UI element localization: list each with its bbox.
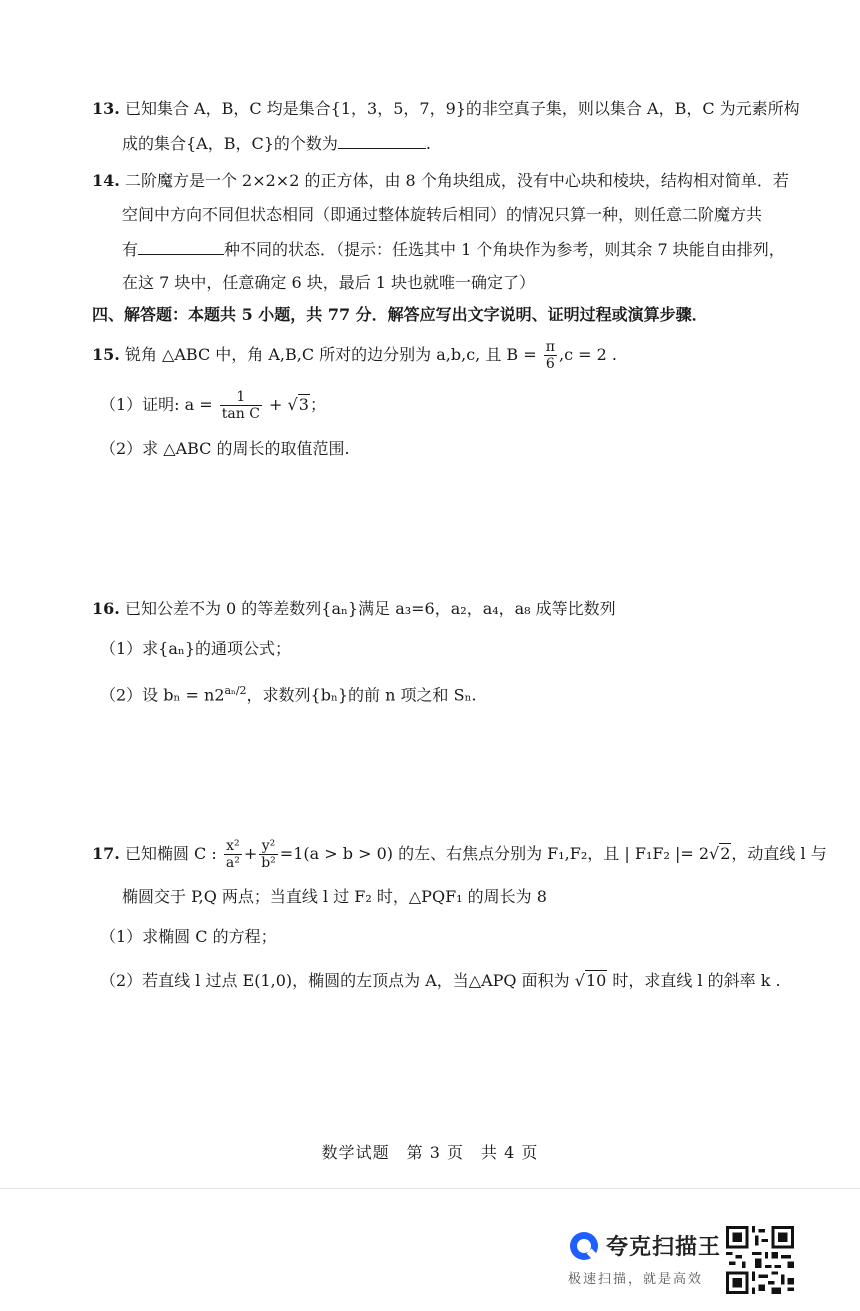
q17-ellipse-plus: + <box>243 844 258 863</box>
q17-stem-mid: =1(a > b > 0) 的左、右焦点分别为 F₁,F₂，且 | F₁F₂ |= 2 <box>279 844 710 863</box>
q17-stem-text-line2: 椭圆交于 P,Q 两点；当直线 l 过 F₂ 时，△PQF₁ 的周长为 8 <box>122 887 547 906</box>
q15-part1 <box>100 388 820 422</box>
q16-part1 <box>100 638 820 660</box>
q16-part2-exponent: aₙ/2 <box>224 684 247 697</box>
q17-ellipse-y-denominator: b² <box>261 855 276 871</box>
q17-ellipse-y-numerator: y² <box>259 838 278 855</box>
q17-ellipse-x-numerator: x² <box>224 838 242 855</box>
q15-stem <box>92 338 820 372</box>
q14-text-line3: 有 <box>122 240 139 259</box>
watermark-slogan: 极速扫描，就是高效 <box>568 1272 704 1287</box>
q17-ellipse-x-fraction <box>224 838 242 871</box>
q14-number: 14. <box>92 171 120 190</box>
q16-part1-text: （1）求{aₙ}的通项公式； <box>100 639 292 658</box>
q17-part2 <box>100 970 820 992</box>
scan-divider <box>0 1188 860 1189</box>
q17-part2-sqrt: √10 <box>574 971 607 990</box>
section4-heading-text: 四、解答题：本题共 5 小题，共 77 分．解答应写出文字说明、证明过程或演算步骤． <box>92 305 708 324</box>
q17-part2-radicand: 10 <box>585 971 607 990</box>
q17-stem-end: ，动直线 l 与 <box>731 844 827 863</box>
q15-part1-numerator: 1 <box>220 389 262 406</box>
q15-part1-denominator: tan C <box>221 406 260 422</box>
q17-part2-end: 时，求直线 l 的斜率 k . <box>612 971 781 990</box>
page-footer <box>0 1140 860 1163</box>
q17-stem-text: 已知椭圆 C : <box>124 844 217 863</box>
q17-ellipse-y-fraction <box>259 838 278 871</box>
q16-stem <box>92 598 820 620</box>
q17-stem-line2 <box>122 886 820 908</box>
q14-line3 <box>122 238 820 261</box>
q15-part1-sqrt: √3 <box>287 395 309 414</box>
scanner-watermark <box>568 1222 728 1292</box>
q17-stem-line1 <box>92 836 827 872</box>
q16-part2-end: ，求数列{bₙ}的前 n 项之和 Sₙ. <box>246 685 477 705</box>
q17-ellipse-x-denominator: a² <box>225 855 240 871</box>
quark-logo-icon <box>568 1230 600 1262</box>
page-footer-text: 数学试题 第 3 页 共 4 页 <box>321 1143 539 1162</box>
q14-line4 <box>122 272 820 294</box>
q13-text-line2: 成的集合{A，B，C}的个数为 <box>122 134 338 153</box>
q13-text-line2-end: . <box>425 134 432 153</box>
q16-part2 <box>100 678 820 708</box>
q15-stem-end: ,c = 2 . <box>558 345 617 364</box>
qr-code-icon <box>726 1226 794 1294</box>
q16-part2-text: （2）设 bₙ = n2 <box>100 685 225 705</box>
q15-part1-plus: + <box>269 395 283 414</box>
q15-part1-text: （1）证明: a = <box>100 395 213 414</box>
q15-angle-fraction <box>544 339 557 372</box>
q15-number: 15. <box>92 345 120 364</box>
q16-number: 16. <box>92 599 120 618</box>
q14-line2 <box>122 204 820 226</box>
section4-heading <box>92 304 820 326</box>
q13-text-line1: 已知集合 A，B，C 均是集合{1，3，5，7，9}的非空真子集，则以集合 A，B，C 为元素所构 <box>124 99 800 118</box>
q17-part1 <box>100 926 820 948</box>
watermark-name: 夸克扫描王 <box>606 1235 722 1260</box>
q15-part2 <box>100 438 820 460</box>
q13-number: 13. <box>92 99 120 118</box>
q14-text-line3-end: 种不同的状态．（提示：任选其中 1 个角块作为参考，则其余 7 块能自由排列， <box>224 240 785 259</box>
q15-stem-text: 锐角 △ABC 中，角 A,B,C 所对的边分别为 a,b,c, 且 B = <box>124 345 537 364</box>
q14-text-line4: 在这 7 块中，任意确定 6 块，最后 1 块也就唯一确定了） <box>122 273 536 292</box>
q17-number: 17. <box>92 844 120 863</box>
q14-text-line1: 二阶魔方是一个 2×2×2 的正方体，由 8 个角块组成，没有中心块和棱块，结构相对简单．若 <box>124 171 789 190</box>
q15-angle-denominator: 6 <box>545 356 555 372</box>
q13-answer-blank <box>338 132 426 149</box>
q17-focal-radicand: 2 <box>720 844 731 863</box>
q17-part2-text: （2）若直线 l 过点 E(1,0)，椭圆的左顶点为 A，当△APQ 面积为 <box>100 971 570 990</box>
q14-text-line2: 空间中方向不同但状态相同（即通过整体旋转后相同）的情况只算一种，则任意二阶魔方共 <box>122 205 763 224</box>
q13-line2 <box>122 132 820 155</box>
q15-part1-fraction <box>220 389 262 422</box>
q15-part1-radicand: 3 <box>298 395 309 414</box>
q15-part2-text: （2）求 △ABC 的周长的取值范围. <box>100 439 350 458</box>
q17-part1-text: （1）求椭圆 C 的方程； <box>100 927 277 946</box>
q14-line1 <box>92 170 820 192</box>
q13-line1 <box>92 98 820 120</box>
q16-stem-text: 已知公差不为 0 的等差数列{aₙ}满足 a₃=6，a₂，a₄，a₈ 成等比数列 <box>124 599 616 618</box>
q14-answer-blank <box>138 238 224 255</box>
q15-angle-numerator: π <box>545 339 555 355</box>
q17-focal-sqrt: √2 <box>709 844 731 863</box>
q15-part1-end: ； <box>309 395 326 414</box>
